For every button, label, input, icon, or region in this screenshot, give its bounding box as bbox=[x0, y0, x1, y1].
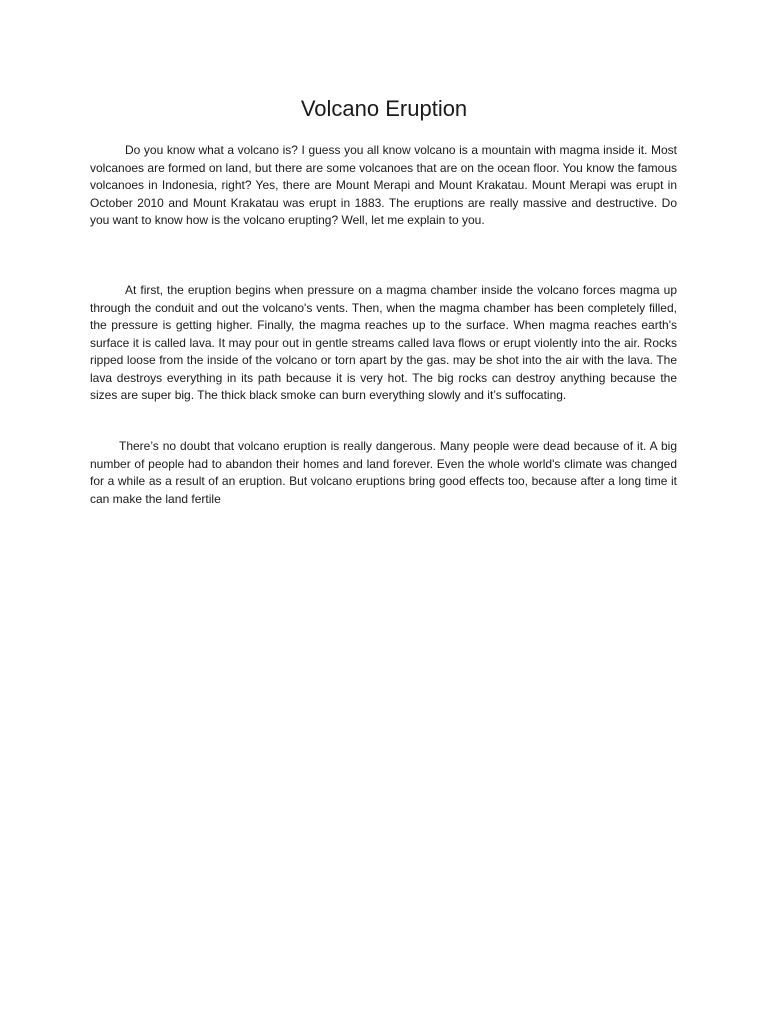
paragraph-process: At first, the eruption begins when pressure on a magma chamber inside the volcano forces magma up through the conduit and out the volcano's vents. Then, when the magma chamber has been completely filled, the pressure is getting higher. Finally, the magma reaches up to the surface. When magma reaches earth's surface it is called lava. It may pour out in gentle streams called lava flows or erupt violently into the air. Rocks ripped loose from the inside of the volcano or torn apart by the gas. may be shot into the air with the lava. The lava destroys everything in its path because it is very hot. The big rocks can destroy anything because the sizes are super big. The thick black smoke can burn everything slowly and it’s suffocating. bbox=[90, 283, 677, 402]
paragraph-conclusion: There’s no doubt that volcano eruption is really dangerous. Many people were dead because of it. A big number of people had to abandon their homes and land forever. Even the whole world's climate was changed for a while as a result of an eruption. But volcano eruptions bring good effects too, because after a long time it can make the land fertile bbox=[90, 439, 677, 506]
document-title: Volcano Eruption bbox=[300, 96, 468, 121]
paragraph-intro: Do you know what a volcano is? I guess you all know volcano is a mountain with magma inside it. Most volcanoes are formed on land, but there are some volcanoes that are on the ocean floor. You know the famous volcanoes in Indonesia, right? Yes, there are Mount Merapi and Mount Krakatau. Mount Merapi was erupt in October 2010 and Mount Krakatau was erupt in 1883. The eruptions are really massive and destructive. Do you want to know how is the volcano erupting? Well, let me explain to you. bbox=[90, 143, 677, 227]
